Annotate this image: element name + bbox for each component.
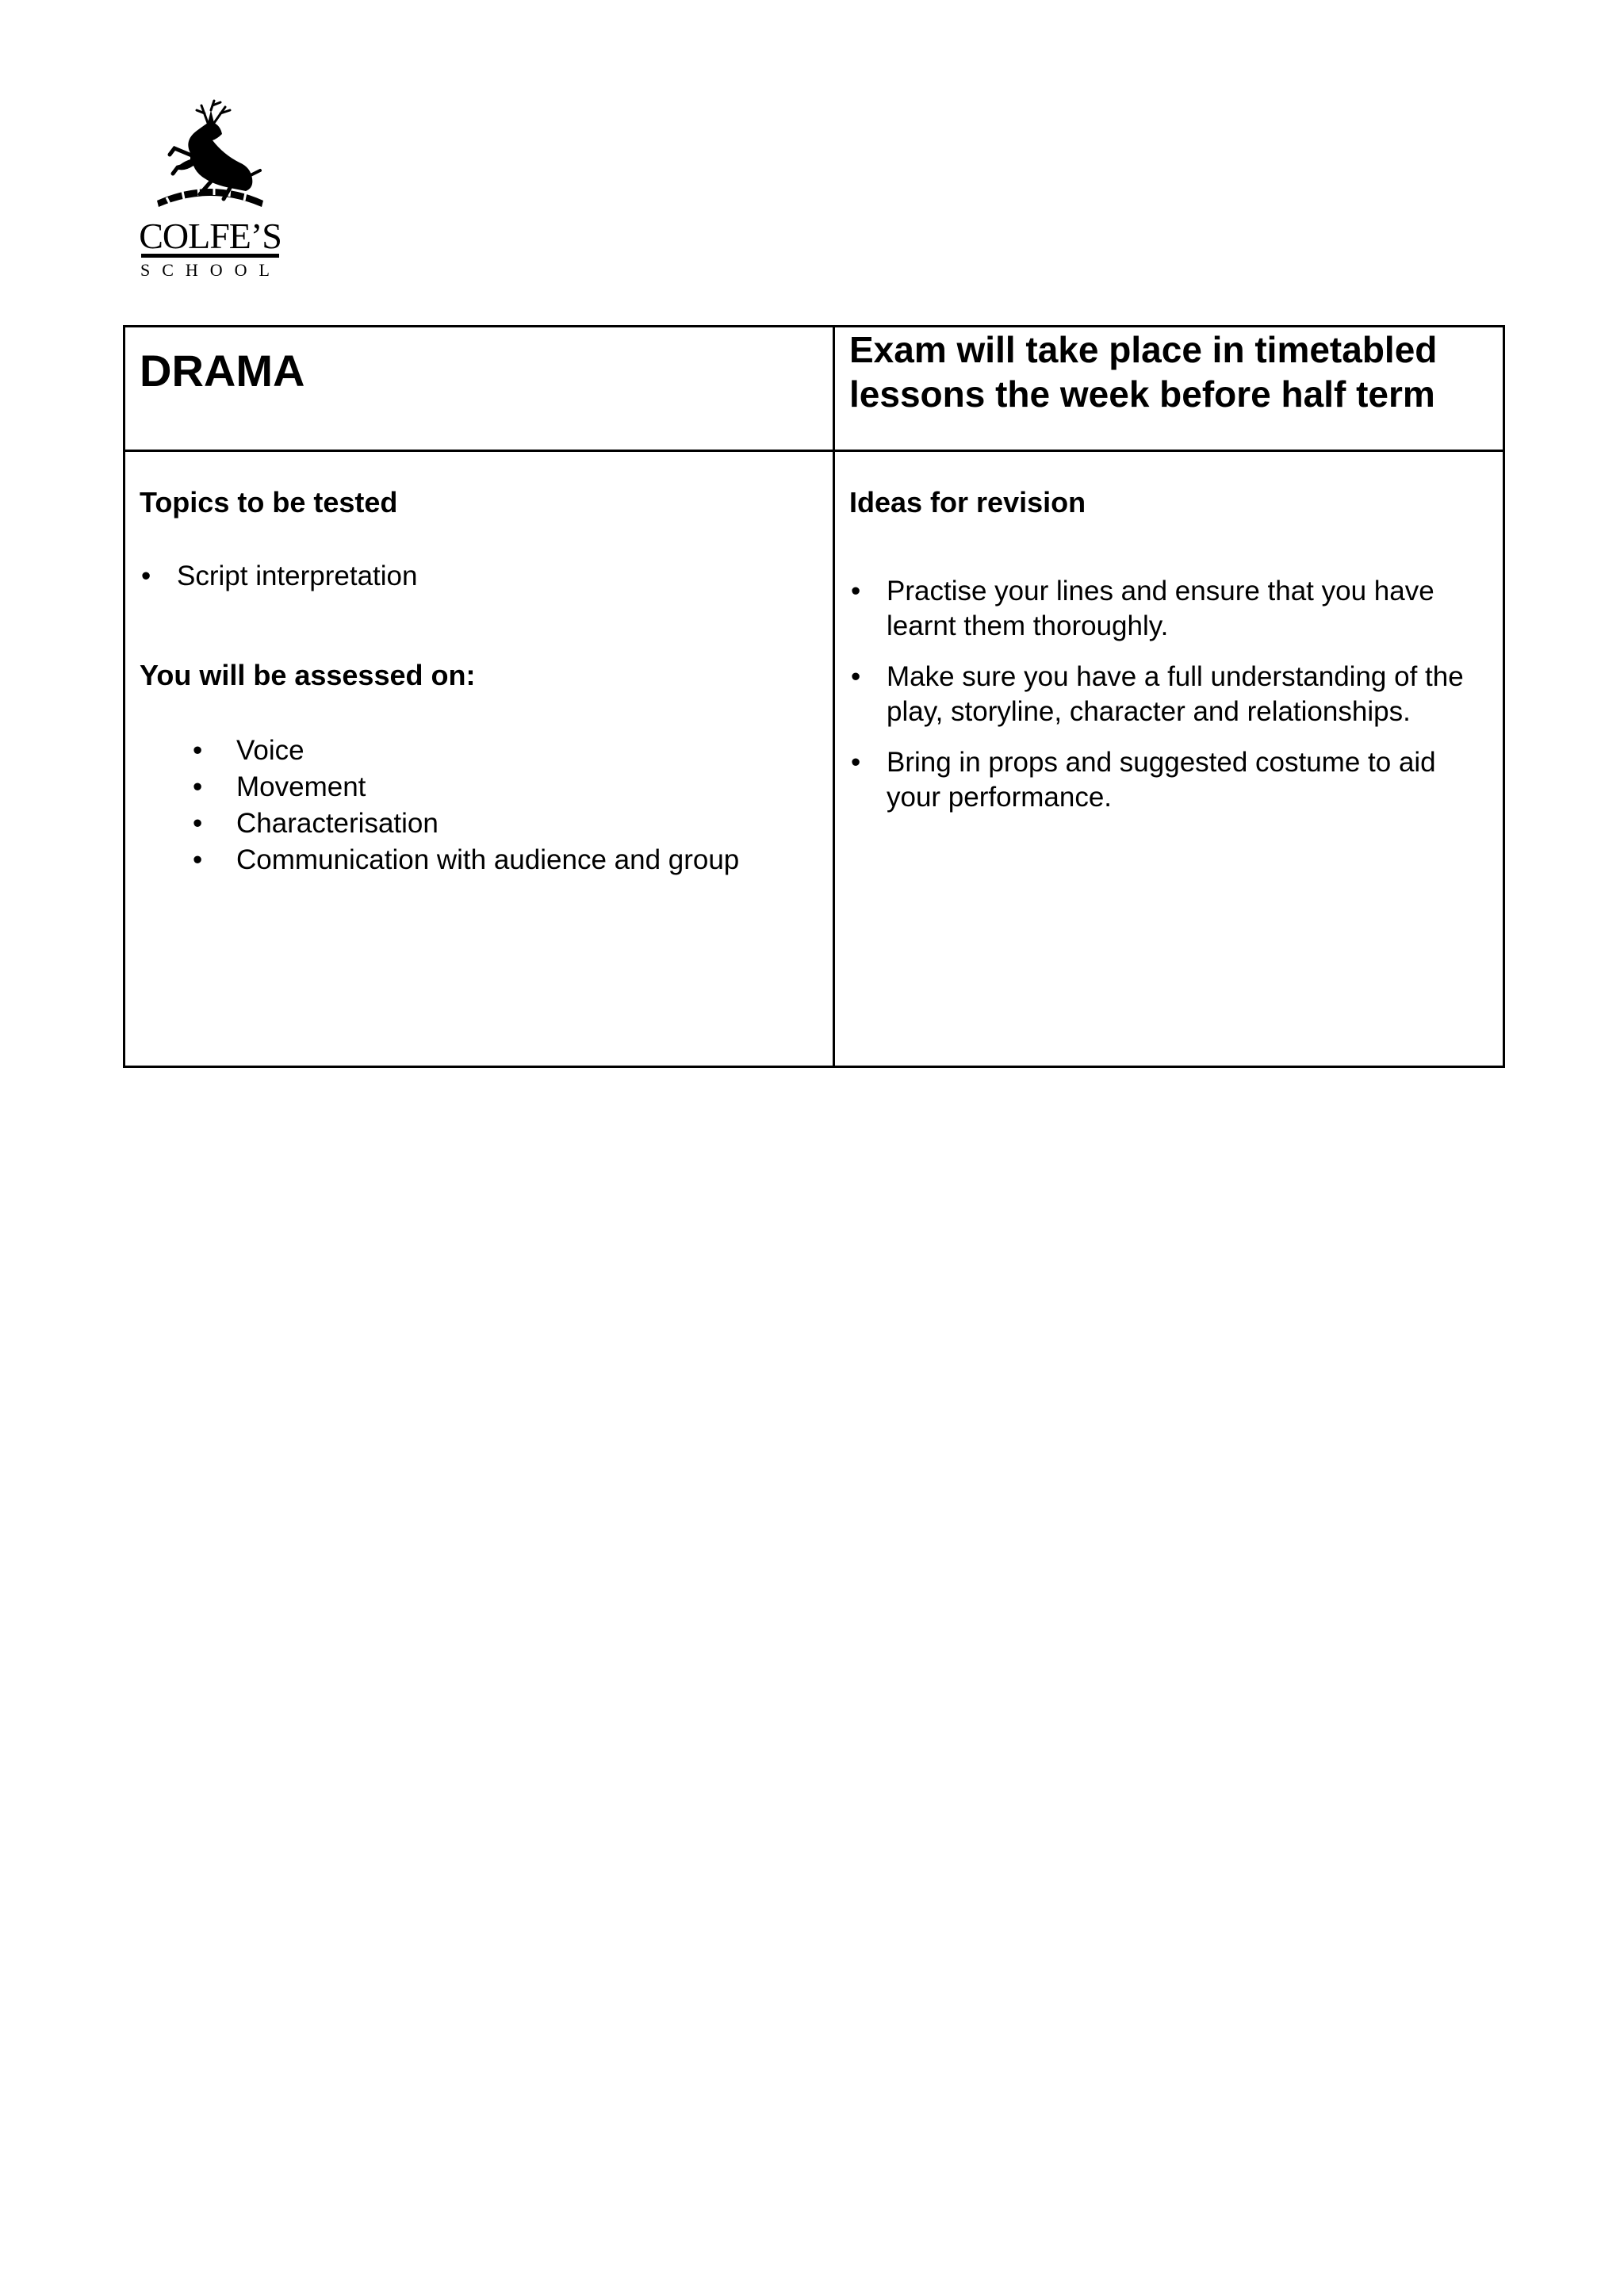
list-item xyxy=(125,769,833,806)
bullet-icon: • xyxy=(851,661,861,692)
exam-note: Exam will take place in timetabled lessons the week before half term xyxy=(849,329,1438,415)
leaping-stag-crest-icon xyxy=(135,99,285,210)
bullet-icon: • xyxy=(193,735,203,766)
bullet-icon: • xyxy=(193,771,203,802)
table-body-row xyxy=(124,451,1504,1067)
revision-cell xyxy=(834,451,1504,1067)
list-item-text: Voice xyxy=(236,735,304,766)
bullet-icon: • xyxy=(851,576,861,607)
revision-list xyxy=(835,574,1503,815)
bullet-icon: • xyxy=(193,844,203,875)
school-logo xyxy=(135,99,285,281)
topics-list xyxy=(125,558,833,595)
bullet-icon: • xyxy=(851,747,861,778)
list-item-text: Script interpretation xyxy=(177,561,418,591)
list-item-text: Make sure you have a full understanding of the play, storyline, character and relationships. xyxy=(887,661,1464,727)
list-item-text: Characterisation xyxy=(236,808,439,839)
assessed-list xyxy=(125,733,833,878)
logo-divider xyxy=(141,254,279,258)
bullet-icon: • xyxy=(193,808,203,839)
topics-heading: Topics to be tested xyxy=(140,486,398,519)
assessed-heading: You will be assessed on: xyxy=(140,659,476,691)
list-item-text: Bring in props and suggested costume to aid your performance. xyxy=(887,747,1436,813)
list-item-text: Movement xyxy=(236,771,366,802)
list-item xyxy=(125,733,833,769)
subject-title: DRAMA xyxy=(140,346,305,396)
list-item xyxy=(835,574,1503,644)
exam-note-cell xyxy=(834,327,1504,451)
list-item xyxy=(125,806,833,842)
list-item xyxy=(125,558,833,595)
list-item xyxy=(835,745,1503,815)
revision-table xyxy=(123,325,1505,1068)
logo-subtitle: SCHOOL xyxy=(140,260,282,280)
logo-wordmark: COLFE’S xyxy=(139,216,282,256)
topics-cell xyxy=(124,451,834,1067)
bullet-icon: • xyxy=(141,561,151,591)
revision-heading: Ideas for revision xyxy=(849,486,1086,519)
list-item-text: Communication with audience and group xyxy=(236,844,740,875)
list-item xyxy=(125,842,833,878)
list-item xyxy=(835,660,1503,729)
subject-cell xyxy=(124,327,834,451)
table-header-row xyxy=(124,327,1504,451)
list-item-text: Practise your lines and ensure that you have learnt them thoroughly. xyxy=(887,576,1434,641)
